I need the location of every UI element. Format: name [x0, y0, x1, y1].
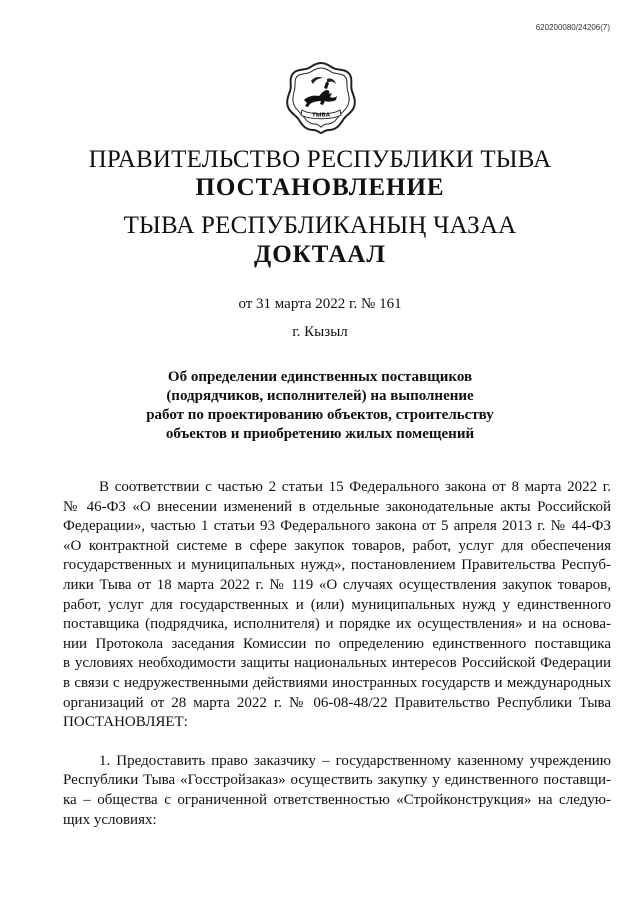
paragraph-line: В соответствии с частью 2 статьи 15 Федерального закона от 8 марта 2022 г. — [99, 479, 611, 495]
paragraph-line: Федерации», частью 1 статьи 93 Федерального закона от 5 апреля 2013 г. № 44-ФЗ — [63, 518, 611, 535]
paragraph-line: «О контрактной системе в сфере закупок товаров, работ, услуг для обеспечения — [63, 537, 611, 554]
government-title-tv: ТЫВА РЕСПУБЛИКАНЫҢ ЧАЗАА — [123, 212, 517, 239]
paragraph-line: № 46-ФЗ «О внесении изменений в отдельные законодательные акты Российской — [63, 498, 611, 515]
tuva-emblem-icon — [284, 60, 358, 134]
paragraph-line: щих условиях: — [63, 811, 157, 828]
paragraph-line: лики Тыва от 18 марта 2022 г. № 119 «О случаях осуществления закупок товаров, — [63, 576, 611, 593]
paragraph-item-1 — [63, 752, 611, 830]
city-line: г. Кызыл — [292, 324, 348, 340]
paragraph-line: государственных и муниципальных нужд», постановлением Правительства Респуб- — [63, 557, 611, 574]
resolution-title-tv: ДОКТААЛ — [254, 241, 386, 268]
title-line: Об определении единственных поставщиков — [167, 369, 473, 385]
paragraph-line: ка – общества с ограниченной ответственностью «Стройконструкция» на следую- — [63, 791, 611, 808]
government-title-ru: ПРАВИТЕЛЬСТВО РЕСПУБЛИКИ ТЫВА — [88, 146, 552, 173]
title-line: объектов и приобретению жилых помещений — [165, 426, 475, 442]
resolution-title-ru: ПОСТАНОВЛЕНИЕ — [195, 174, 445, 201]
paragraph-line: в связи с недружественными действиями иностранных государств и международных — [63, 674, 611, 691]
paragraph-line: работ, услуг для государственных и (или) муниципальных нужд у единственного — [63, 596, 611, 613]
paragraph-line: организаций от 28 марта 2022 г. № 06-08-48/22 Правительство Республики Тыва — [63, 694, 611, 711]
paragraph-line: Республики Тыва «Госстройзаказ» осуществить закупку у единственного поставщи- — [63, 772, 611, 789]
paragraph-line: в условиях необходимости защиты национальных интересов Российской Федерации — [63, 655, 611, 672]
date-number-line: от 31 марта 2022 г. № 161 — [238, 296, 402, 312]
title-line: (подрядчиков, исполнителей) на выполнение — [166, 388, 474, 404]
emblem-label: ТЫВА — [312, 112, 330, 119]
paragraph-line: поставщика (подрядчика, исполнителя) и порядке их осуществления» и на основа- — [63, 616, 611, 633]
document-body — [63, 478, 611, 830]
document-title — [0, 368, 640, 444]
title-line: работ по проектированию объектов, строительству — [146, 407, 494, 423]
paragraph-line: ПОСТАНОВЛЯЕТ: — [63, 714, 188, 731]
paragraph-line: нии Протокола заседания Комиссии по определению единственного поставщика — [63, 635, 611, 652]
document-code: 620200080/24206(7) — [535, 23, 610, 32]
paragraph-preamble — [63, 478, 611, 733]
paragraph-line: 1. Предоставить право заказчику – государственному казенному учреждению — [99, 752, 611, 769]
